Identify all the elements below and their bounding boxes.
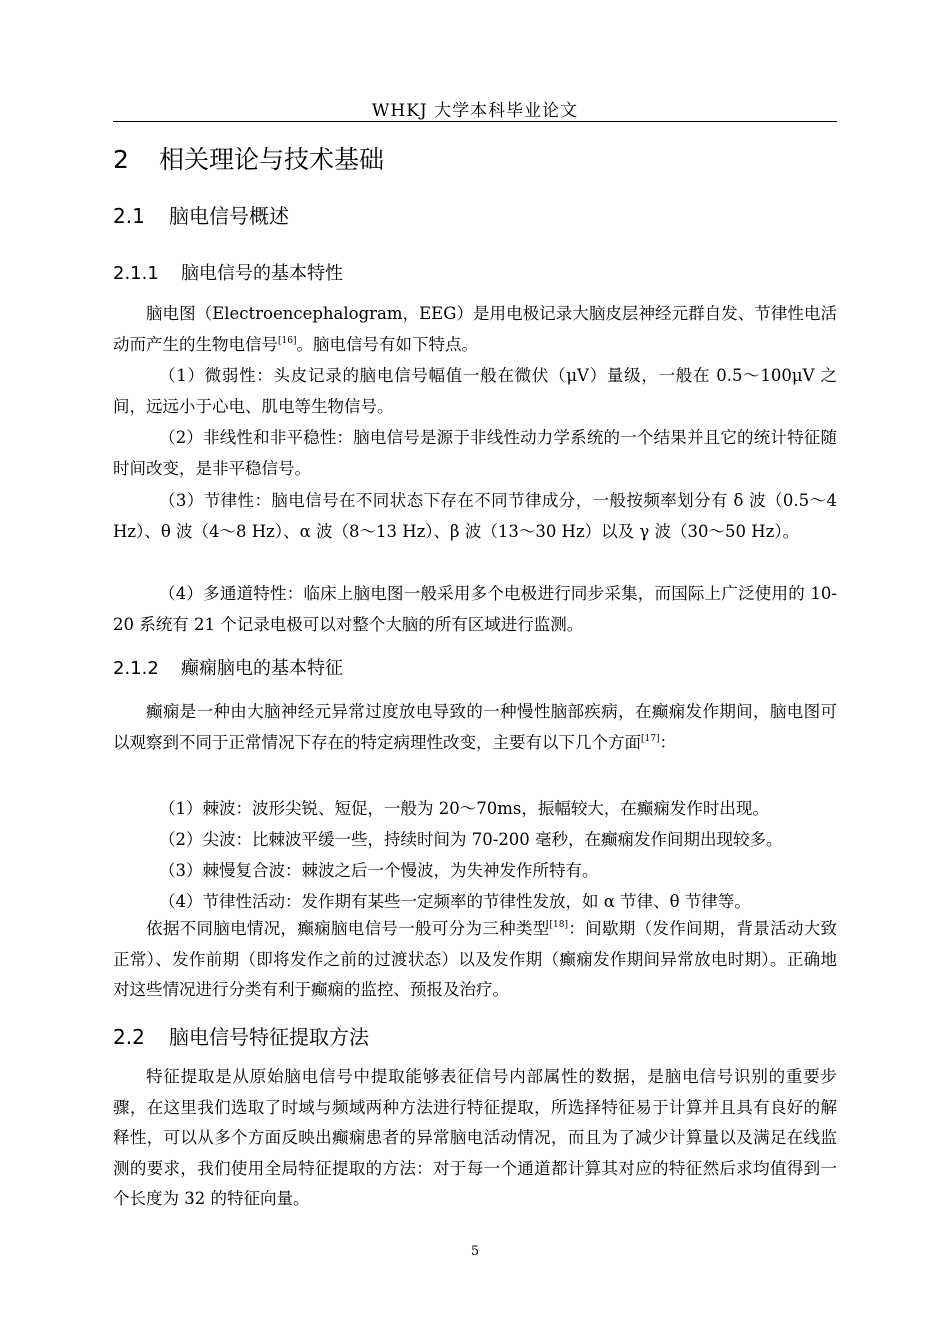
paragraph-eeg-intro <box>113 299 837 360</box>
citation: [18] <box>549 920 568 930</box>
section-number: 2.2 <box>113 1025 145 1049</box>
subsection-heading-2-1-2 <box>113 654 343 680</box>
paragraph-feature-extraction: 特征提取是从原始脑电信号中提取能够表征信号内部属性的数据，是脑电信号识别的重要步骤，在这里我们选取了时域与频域两种方法进行特征提取，所选择特征易于计算并且具有良好的解释性，可以从多个方面反映出癫痫患者的异常脑电活动情况，而且为了减少计算量以及满足在线监测的要求，我们使用全局特征提取的方法：对于每一个通道都计算其对应的特征然后求均值得到一个长度为 32 的特征向量。 <box>113 1067 837 1208</box>
subsection-number: 2.1.2 <box>113 658 159 679</box>
citation: [16] <box>278 335 297 346</box>
page-number: 5 <box>470 1244 480 1259</box>
subsection-heading-2-1-1 <box>113 259 343 285</box>
list-item-sharp-wave: （2）尖波：比棘波平缓一些，持续时间为 70-200 毫秒，在癫痫发作间期出现较多。 <box>159 830 783 849</box>
paragraph-text: ： <box>659 732 676 752</box>
chapter-heading <box>113 140 384 176</box>
chapter-title: 相关理论与技术基础 <box>159 145 385 174</box>
list-item-spike: （1）棘波：波形尖锐、短促，一般为 20～70ms，振幅较大，在癫痫发作时出现。 <box>159 799 769 818</box>
paragraph-weakness: （1）微弱性：头皮记录的脑电信号幅值一般在微伏（μV）量级，一般在 0.5～100μV 之间，远远小于心电、肌电等生物信号。 <box>113 366 837 416</box>
paragraph-multichannel: （4）多通道特性：临床上脑电图一般采用多个电极进行同步采集，而国际上广泛使用的 10-20 系统有 21 个记录电极可以对整个大脑的所有区域进行监测。 <box>113 584 837 634</box>
section-number: 2.1 <box>113 204 145 228</box>
paragraph-text: 脑电图（Electroencephalogram，EEG）是用电极记录大脑皮层神经元群自发、节律性电活动而产生的生物电信号 <box>113 304 837 354</box>
paragraph-rhythm: （3）节律性：脑电信号在不同状态下存在不同节律成分，一般按频率划分有 δ 波（0.5～4 Hz）、θ 波（4～8 Hz）、α 波（8～13 Hz）、β 波（13～30 Hz）以及 γ 波（30～50 Hz）。 <box>113 491 837 541</box>
section-title: 脑电信号概述 <box>169 204 289 228</box>
list-item-rhythmic: （4）节律性活动：发作期有某些一定频率的节律性发放，如 α 节律、θ 节律等。 <box>159 892 751 911</box>
section-heading-2-2 <box>113 1021 369 1050</box>
section-heading-2-1 <box>113 200 289 229</box>
chapter-number: 2 <box>113 145 129 174</box>
paragraph-text: ：间歇期（发作间期，背景活动大致正常）、发作前期（即将发作之前的过渡状态）以及发作期（癫痫发作期间异常放电时期）。正确地对这些情况进行分类有利于癫痫的监控、预报及治疗。 <box>113 919 838 999</box>
paragraph-epilepsy-intro <box>113 697 837 758</box>
subsection-number: 2.1.1 <box>113 263 159 284</box>
list-item-spike-slow: （3）棘慢复合波：棘波之后一个慢波，为失神发作所特有。 <box>159 861 599 880</box>
paragraph-nonlinearity: （2）非线性和非平稳性：脑电信号是源于非线性动力学系统的一个结果并且它的统计特征随时间改变，是非平稳信号。 <box>113 428 837 478</box>
citation: [17] <box>641 733 660 744</box>
running-header: WHKJ 大学本科毕业论文 <box>371 101 579 121</box>
paragraph-classification <box>113 914 837 1006</box>
subsection-title: 癫痫脑电的基本特征 <box>181 658 343 679</box>
paragraph-text: 。脑电信号有如下特点。 <box>296 334 478 354</box>
header-rule <box>113 121 837 122</box>
section-title: 脑电信号特征提取方法 <box>169 1025 369 1049</box>
subsection-title: 脑电信号的基本特性 <box>181 263 343 284</box>
paragraph-text: 癫痫是一种由大脑神经元异常过度放电导致的一种慢性脑部疾病，在癫痫发作期间，脑电图可以观察到不同于正常情况下存在的特定病理性改变，主要有以下几个方面 <box>113 702 837 752</box>
paragraph-text: 依据不同脑电情况，癫痫脑电信号一般可分为三种类型 <box>146 919 550 938</box>
